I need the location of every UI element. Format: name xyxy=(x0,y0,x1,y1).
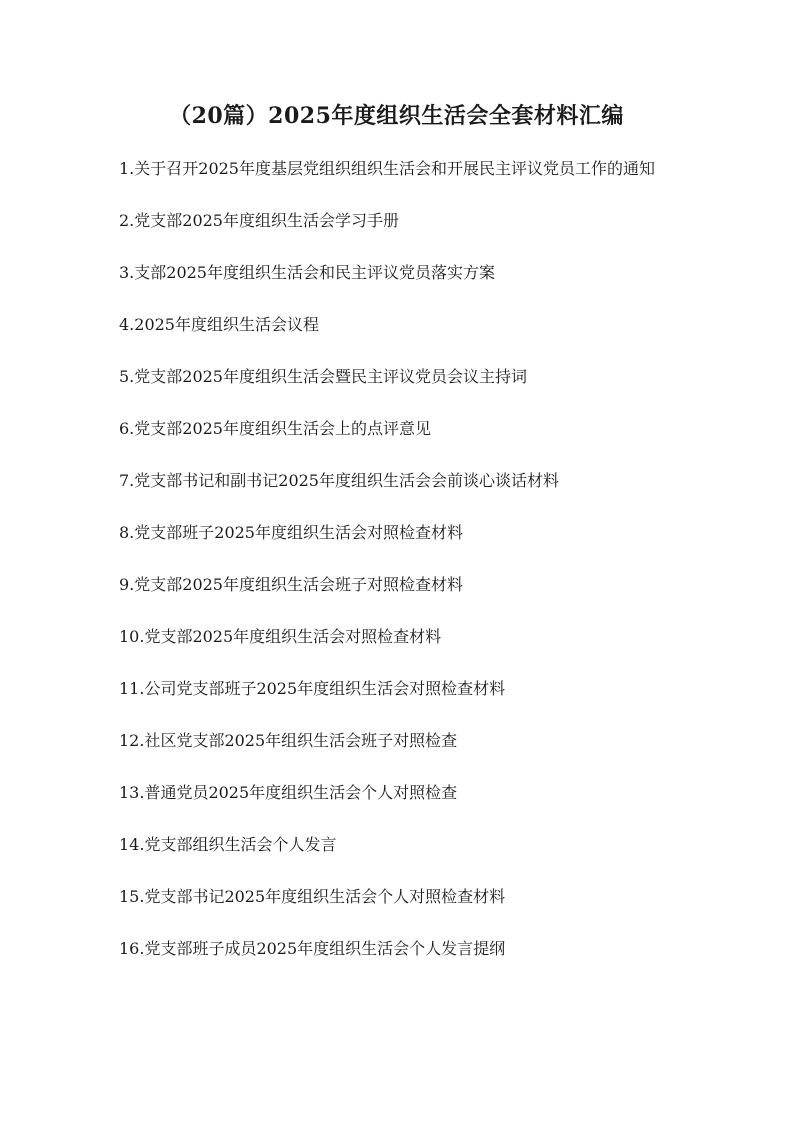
table-of-contents xyxy=(119,151,679,983)
toc-item-16: 16.党支部班子成员2025年度组织生活会个人发言提纲 xyxy=(119,939,506,958)
toc-item-15: 15.党支部书记2025年度组织生活会个人对照检查材料 xyxy=(119,887,506,906)
toc-item-9: 9.党支部2025年度组织生活会班子对照检查材料 xyxy=(119,575,463,594)
toc-item-2: 2.党支部2025年度组织生活会学习手册 xyxy=(119,211,399,230)
toc-item-12: 12.社区党支部2025年组织生活会班子对照检查 xyxy=(119,731,458,750)
toc-item-6: 6.党支部2025年度组织生活会上的点评意见 xyxy=(119,419,431,438)
toc-item-5: 5.党支部2025年度组织生活会暨民主评议党员会议主持词 xyxy=(119,367,527,386)
toc-item-13: 13.普通党员2025年度组织生活会个人对照检查 xyxy=(119,783,458,802)
toc-item-11: 11.公司党支部班子2025年度组织生活会对照检查材料 xyxy=(119,679,506,698)
toc-item-14: 14.党支部组织生活会个人发言 xyxy=(119,835,337,854)
toc-item-8: 8.党支部班子2025年度组织生活会对照检查材料 xyxy=(119,523,463,542)
document-title: （20篇）2025年度组织生活会全套材料汇编 xyxy=(169,103,624,129)
toc-item-1: 1.关于召开2025年度基层党组织组织生活会和开展民主评议党员工作的通知 xyxy=(119,159,655,178)
toc-item-7: 7.党支部书记和副书记2025年度组织生活会会前谈心谈话材料 xyxy=(119,471,559,490)
toc-item-10: 10.党支部2025年度组织生活会对照检查材料 xyxy=(119,627,442,646)
toc-item-4: 4.2025年度组织生活会议程 xyxy=(119,315,319,334)
toc-item-3: 3.支部2025年度组织生活会和民主评议党员落实方案 xyxy=(119,263,495,282)
